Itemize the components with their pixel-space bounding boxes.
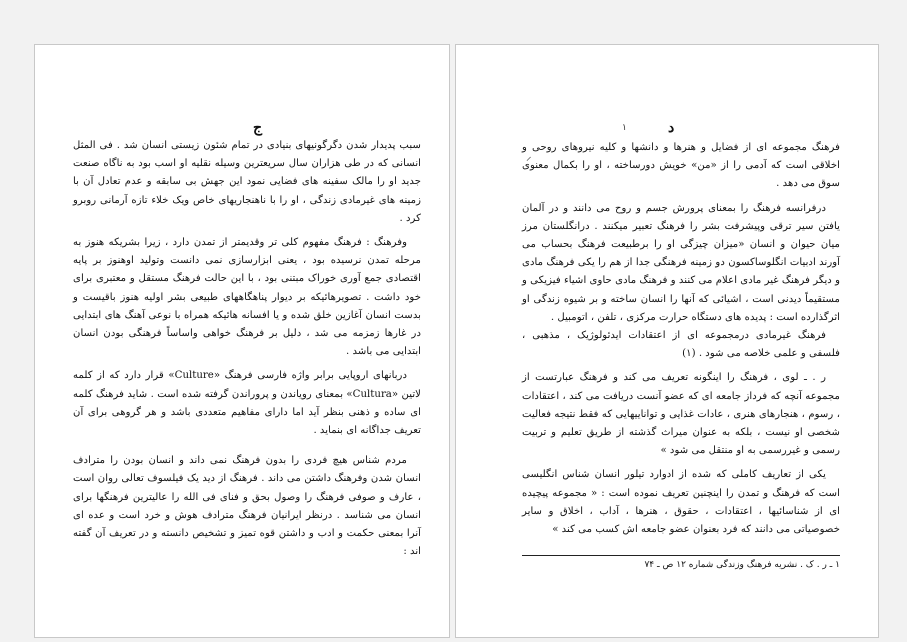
paragraph: فرهنگ غیرمادی درمجموعه ای از اعتقادات ایدئولوژیک ، مذهبی ، فلسفی و علمی خلاصه می شود . (۱) (522, 330, 840, 360)
scan-mark: ۱ (622, 123, 627, 133)
paragraph: درفرانسه فرهنگ را بمعنای پرورش جسم و روح می دانند و در آلمان یافتن سیر ترقی وپیشرفت بشر را فرهنگ تعبیر میکنند . درانگلستان مرز میان حیوان و انسان «میزان چیزگی او را برطبیعت فرهنگ بحساب می آورند ادبیات انگلوساکسون دو زمینه فرهنگی جدا از هم را یکی فرهنگ مادی و دیگر فرهنگ غیر مادی اعلام می کنند و فرهنگ مادی حاوی اشیاء فیزیکی و مستقیماً دیدنی است ، اشیائی که آنها را انسان ساخته و بر شیوه زندگی او اثرگذارده است : پدیده های دستگاه حرارت مرکزی ، تلفن ، اتومبیل . (522, 202, 840, 323)
footnote: ۱ ـ ر . ک . نشریه فرهنگ وزندگی شماره ۱۲ ص ـ ۷۴ (522, 555, 840, 572)
right-page (455, 44, 879, 638)
paragraph: سبب پدیدار شدن دگرگونیهای بنیادی در تمام شئون زیستی انسان شد . فی المثل انسانی که در طی هزاران سال سریعترین وسیله نقلیه او اسب بود به ناگاه صنعت جدید او را مالک سفینه های فضایی نمود این جهش بی سابقه و عدم تعادل آن با زمینه های غیرمادی زندگی ، او را با ناهنجاریهای خاص ویک خلاء تازه آرمانی روبرو کرد . (73, 140, 421, 224)
pen-mark-icon: ⸝ (526, 150, 532, 163)
paragraph: دربانهای اروپایی برابر واژه فارسی فرهنگ «Culture» قرار دارد که از کلمه لاتین «Cultura» بمعنای رویاندن و پروراندن گرفته شده است . شاید فرهنگ کلمه ای ساده و ذهنی بنظر آید اما دارای مفاهیم متعددی باشد و هر گروهی برای آن تعریف جداگانه ای بنماید . (73, 370, 421, 437)
paragraph: مردم شناس هیچ فردی را بدون فرهنگ نمی داند و انسان بودن را مترادف انسان شدن وفرهنگ داشتن می داند . فرهنگ از دید یک فیلسوف تعالی روان است ، عارف و صوفی فرهنگ را وصول بحق و فنای فی الله را عالیترین فرهنگها برای انسان می شناسد . درنظر ایرانیان فرهنگ مترادف هوش و خرد است و عده ای آنرا بمعنی حکمت و ادب و داشتن قوه تمیز و تشخیص دانسته و در تعریف آن گفته اند : (73, 455, 421, 558)
page-letter: د (668, 120, 675, 136)
paragraph: وفرهنگ : فرهنگ مفهوم کلی تر وقدیمتر از تمدن دارد ، زیرا بشریکه هنوز به مرحله تمدن نرسیده بود ، یعنی ابزارسازی نمی دانست وتولید اوهنوز بر پایه اقتصادی جمع آوری خوراک مبتنی بود ، با این حالت فرهنگ مستقل و معتبری برای خود داشت . تصویرهائیکه بر دیوار پناهگاههای طبیعی بشر اولیه هنوز باقیست و بدست انسان آغازین خلق شده و یا افسانه هائیکه همراه با نوعی آهنگ های ابتدایی در غارها زمزمه می شد ، دلیل بر فرهنگ خواهی واساساً فرهنگی بودن انسان ابتدایی می باشد . (73, 237, 421, 358)
paragraph: ر . ـ لوی ، فرهنگ را اینگونه تعریف می کند و فرهنگ عبارتست از مجموعه آنچه که فرداز جامعه ای که عضو آنست دریافت می کند ، اعتقادات ، رسوم ، هنجارهای هنری ، عادات غذایی و تواناییهایی که فقط نتیجه فعالیت شخصی او نیست ، بلکه به عنوان میراث گذشته از طریق تعلیم و تربیت رسمی و غیررسمی به او منتقل می شود » (522, 372, 840, 457)
page-letter: ج (253, 120, 263, 136)
page-body (73, 137, 421, 561)
left-page (34, 44, 450, 638)
paragraph: یکی از تعاریف کاملی که شده از ادوارد تیلور انسان شناس انگلیسی است که فرهنگ و تمدن را اینچنین تعریف نموده است : « مجموعه پیچیده ای از شناسائیها ، اعتقادات ، حقوق ، هنرها ، آداب ، اخلاق و سایر خصوصیاتی می دانند که فرد بعنوان عضو جامعه اش کسب می کند » (522, 469, 840, 536)
paragraph: فرهنگ مجموعه ای از فضایل و هنرها و دانشها و کلیه نیروهای روحی و اخلاقی است که آدمی را از «من» خویش دورساخته ، او را بکمال معنوی سوق می دهد . (522, 142, 840, 190)
page-body (522, 139, 840, 539)
